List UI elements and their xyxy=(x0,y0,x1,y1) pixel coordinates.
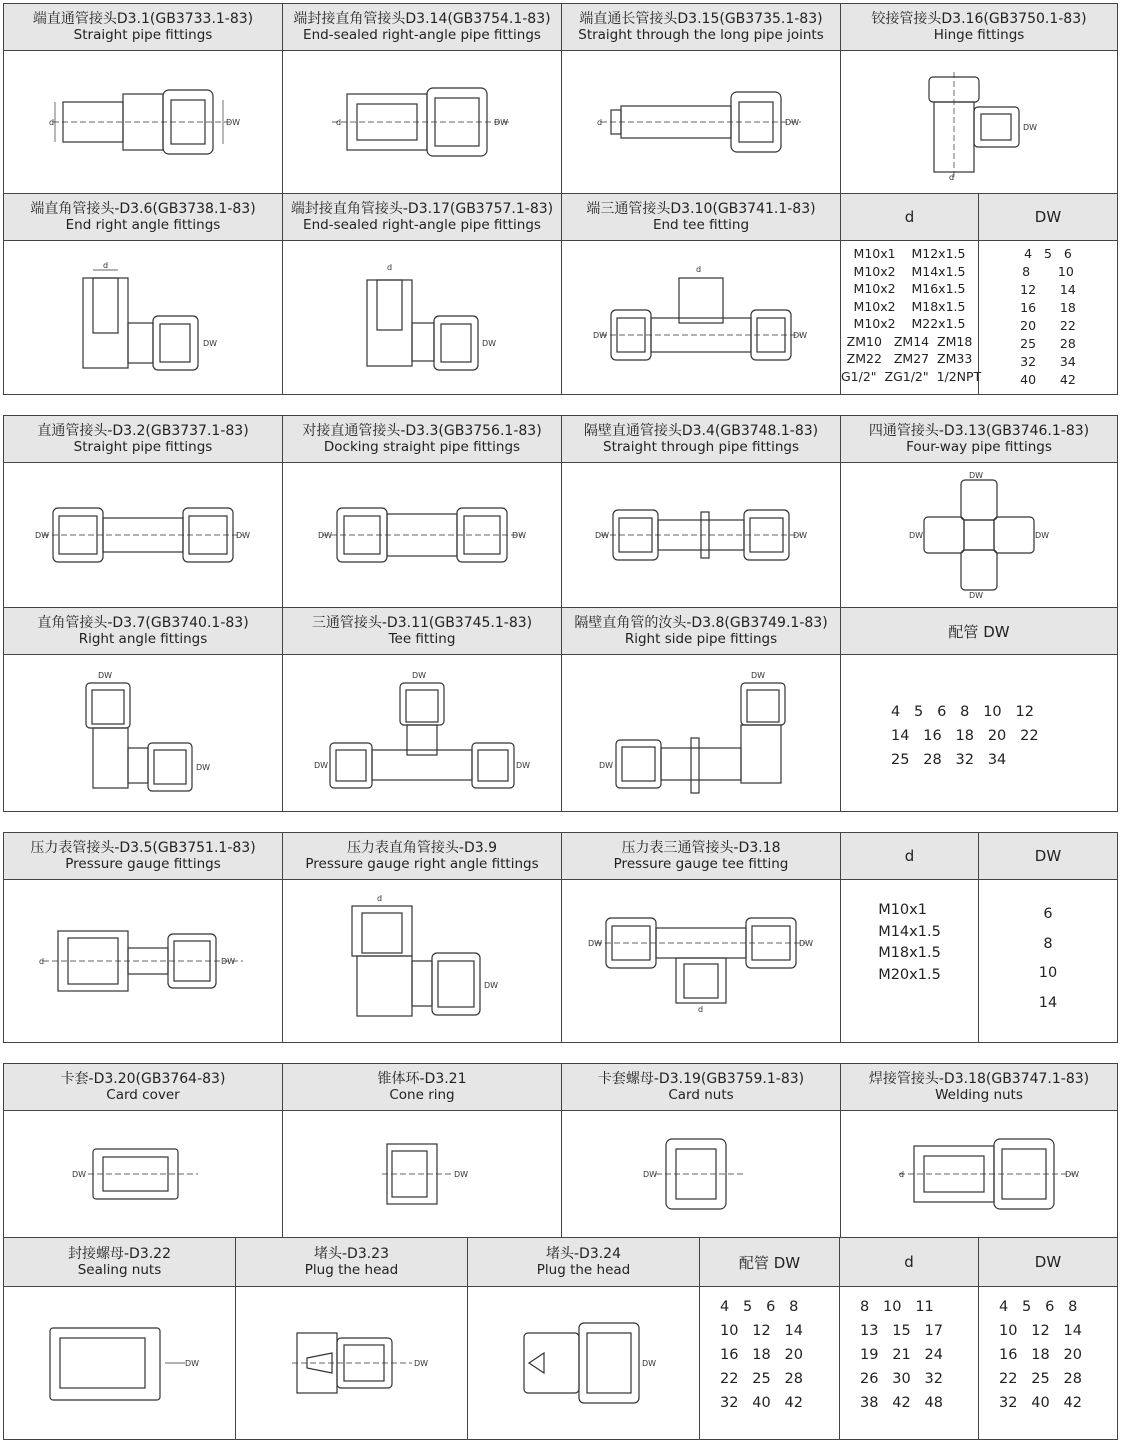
drawing-bulkhead-right-angle xyxy=(562,655,841,811)
pressure-d-values: M10x1 M14x1.5 M18x1.5 M20x1.5 xyxy=(841,880,979,1042)
svg-text:DW: DW xyxy=(593,330,608,340)
drawing-bulkhead-straight xyxy=(562,463,841,608)
title-zh: 端直通长管接头D3.15(GB3735.1-83) xyxy=(579,11,823,27)
header-d3-22: 封接螺母-D3.22 Sealing nuts xyxy=(4,1238,236,1287)
pressure-dw-values: 6 8 10 14 xyxy=(1038,906,1058,1011)
svg-text:DW: DW xyxy=(494,118,509,127)
drawing-hinge-fitting xyxy=(841,51,1117,194)
title-en: Straight through the long pipe joints xyxy=(578,27,824,43)
header-d3-18: 压力表三通管接头-D3.18 Pressure gauge tee fitting xyxy=(562,833,841,880)
pipe-dw-header-2: 配管 DW xyxy=(700,1238,840,1287)
dim-d-label: d xyxy=(49,118,55,127)
drawing-end-right-angle xyxy=(4,241,283,394)
header-d3-2: 直通管接头-D3.2(GB3737.1-83) Straight pipe fittings xyxy=(4,416,283,463)
svg-text:DW: DW xyxy=(643,1170,658,1179)
title-en: End-sealed right-angle pipe fittings xyxy=(303,27,541,43)
svg-text:DW: DW xyxy=(799,939,814,948)
svg-text:d: d xyxy=(103,260,109,270)
dim-dw-label: DW xyxy=(226,118,241,127)
col-header-d: d xyxy=(841,833,979,880)
svg-text:d: d xyxy=(387,262,393,272)
svg-text:d: d xyxy=(39,957,45,966)
dw-values-list: 4 5 6 8 10 12 14 16 18 20 22 25 28 32 34 40 42 xyxy=(1020,246,1076,387)
svg-text:DW: DW xyxy=(785,118,800,127)
section-2 xyxy=(3,415,1118,812)
col-header-dw-2: DW xyxy=(979,1238,1117,1287)
svg-text:d: d xyxy=(949,173,955,182)
pipe-dw-values: 4 5 6 8 10 12 14 16 18 20 22 25 28 32 34 xyxy=(891,704,1039,768)
svg-text:DW: DW xyxy=(236,531,251,540)
svg-text:DW: DW xyxy=(413,1359,428,1368)
drawing-cone-ring xyxy=(283,1111,562,1238)
svg-text:DW: DW xyxy=(595,531,610,540)
section-1 xyxy=(3,3,1118,395)
drawing-pressure-gauge-tee xyxy=(562,880,841,1042)
svg-text:DW: DW xyxy=(599,761,614,770)
drawing-long-pipe-joint xyxy=(562,51,841,194)
drawing-end-sealed-right-angle xyxy=(283,51,562,194)
drawing-docking-straight xyxy=(283,463,562,608)
svg-text:DW: DW xyxy=(512,531,527,540)
header-d3-15 xyxy=(562,4,841,51)
header-d3-4: 隔壁直通管接头D3.4(GB3748.1-83) Straight through pipe fittings xyxy=(562,416,841,463)
svg-text:DW: DW xyxy=(641,1359,656,1368)
drawing-straight-pipe-fitting xyxy=(4,51,283,194)
header-d3-6: 端直角管接头-D3.6(GB3738.1-83) End right angle fittings xyxy=(4,194,283,241)
section-4 xyxy=(3,1063,1118,1440)
header-d3-21: 锥体环-D3.21 Cone ring xyxy=(283,1064,562,1111)
drawing-plug-head-1 xyxy=(236,1287,468,1439)
header-d3-9: 压力表直角管接头-D3.9 Pressure gauge right angle fittings xyxy=(283,833,562,880)
header-d3-23: 堵头-D3.23 Plug the head xyxy=(236,1238,468,1287)
title-en: Hinge fittings xyxy=(933,27,1025,43)
drawing-right-angle xyxy=(4,655,283,811)
svg-text:DW: DW xyxy=(184,1359,199,1368)
svg-text:DW: DW xyxy=(1035,531,1049,540)
d-values-2: 8 10 11 13 15 17 19 21 24 26 30 32 38 42 48 xyxy=(840,1287,979,1439)
header-welding: 焊接管接头-D3.18(GB3747.1-83) Welding nuts xyxy=(841,1064,1117,1111)
drawing-tee xyxy=(283,655,562,811)
svg-text:DW: DW xyxy=(196,763,211,772)
drawing-pressure-gauge xyxy=(4,880,283,1042)
drawing-end-sealed-right-angle-2 xyxy=(283,241,562,394)
svg-text:DW: DW xyxy=(1065,1170,1080,1179)
svg-text:d: d xyxy=(899,1170,905,1179)
svg-text:DW: DW xyxy=(318,531,333,540)
svg-text:DW: DW xyxy=(588,939,603,948)
header-d3-17: 端封接直角管接头-D3.17(GB3757.1-83) End-sealed right-angle pipe fittings xyxy=(283,194,562,241)
svg-text:DW: DW xyxy=(793,330,808,340)
header-d3-20: 卡套-D3.20(GB3764-83) Card cover xyxy=(4,1064,283,1111)
header-d3-10: 端三通管接头D3.10(GB3741.1-83) End tee fitting xyxy=(562,194,841,241)
header-d3-7: 直角管接头-D3.7(GB3740.1-83) Right angle fittings xyxy=(4,608,283,655)
header-d3-24: 堵头-D3.24 Plug the head xyxy=(468,1238,700,1287)
svg-text:d: d xyxy=(696,264,702,274)
header-d3-19: 卡套螺母-D3.19(GB3759.1-83) Card nuts xyxy=(562,1064,841,1111)
svg-text:DW: DW xyxy=(221,957,236,966)
svg-text:DW: DW xyxy=(969,591,984,600)
d-values-list: M10x1 M12x1.5 M10x2 M14x1.5 M10x2 M16x1.5 M10x2 M18x1.5 M10x2 M22x1.5 ZM10 ZM14 ZM18 ZM22 ZM27 ZM33 G1/2" ZG1/2" 1/2NPT xyxy=(841,241,979,394)
pipe-dw-values-2: 4 5 6 8 10 12 14 16 18 20 22 25 28 32 40 42 xyxy=(700,1287,840,1439)
svg-text:DW: DW xyxy=(35,531,50,540)
header-d3-14 xyxy=(283,4,562,51)
svg-text:DW: DW xyxy=(203,338,218,348)
col-header-dw: DW xyxy=(979,833,1117,880)
drawing-card-cover xyxy=(4,1111,283,1238)
drawing-pressure-gauge-right-angle xyxy=(283,880,562,1042)
drawing-end-tee xyxy=(562,241,841,394)
header-d3-1 xyxy=(4,4,283,51)
col-header-d: d xyxy=(841,194,979,241)
title-zh: 端直通管接头D3.1(GB3733.1-83) xyxy=(32,11,254,27)
col-header-dw: DW xyxy=(979,194,1117,241)
svg-text:DW: DW xyxy=(314,761,329,770)
svg-text:d: d xyxy=(336,118,342,127)
section-3 xyxy=(3,832,1118,1043)
pipe-dw-header: 配管 DW xyxy=(841,608,1117,655)
header-d3-8: 隔壁直角管的汝头-D3.8(GB3749.1-83) Right side pipe fittings xyxy=(562,608,841,655)
svg-text:DW: DW xyxy=(454,1170,469,1179)
svg-text:DW: DW xyxy=(98,671,113,680)
svg-text:DW: DW xyxy=(751,671,766,680)
header-d3-11: 三通管接头-D3.11(GB3745.1-83) Tee fitting xyxy=(283,608,562,655)
svg-text:d: d xyxy=(597,118,603,127)
header-d3-3: 对接直通管接头-D3.3(GB3756.1-83) Docking straight pipe fittings xyxy=(283,416,562,463)
title-zh: 铰接管接头D3.16(GB3750.1-83) xyxy=(871,11,1087,27)
dw-values-2: 4 5 6 8 10 12 14 16 18 20 22 25 28 32 40 42 xyxy=(999,1299,1083,1411)
title-en: Straight pipe fittings xyxy=(73,27,213,43)
header-d3-5: 压力表管接头-D3.5(GB3751.1-83) Pressure gauge fittings xyxy=(4,833,283,880)
drawing-plug-head-2 xyxy=(468,1287,700,1439)
title-zh: 端封接直角管接头D3.14(GB3754.1-83) xyxy=(293,11,551,27)
drawing-card-nut xyxy=(562,1111,841,1238)
svg-text:DW: DW xyxy=(516,761,531,770)
drawing-sealing-nut xyxy=(4,1287,236,1439)
drawing-welding-nut xyxy=(841,1111,1117,1238)
svg-text:DW: DW xyxy=(412,671,427,680)
drawing-four-way xyxy=(841,463,1117,608)
svg-text:DW: DW xyxy=(484,981,499,990)
header-d3-13: 四通管接头-D3.13(GB3746.1-83) Four-way pipe fittings xyxy=(841,416,1117,463)
header-d3-16 xyxy=(841,4,1117,51)
svg-text:d: d xyxy=(377,894,383,903)
svg-text:DW: DW xyxy=(1023,123,1038,132)
svg-text:DW: DW xyxy=(793,531,808,540)
svg-text:DW: DW xyxy=(969,471,984,480)
svg-text:DW: DW xyxy=(482,338,497,348)
svg-text:d: d xyxy=(698,1005,704,1014)
svg-text:DW: DW xyxy=(909,531,924,540)
svg-text:DW: DW xyxy=(72,1170,87,1179)
col-header-d-2: d xyxy=(840,1238,979,1287)
drawing-straight-union xyxy=(4,463,283,608)
